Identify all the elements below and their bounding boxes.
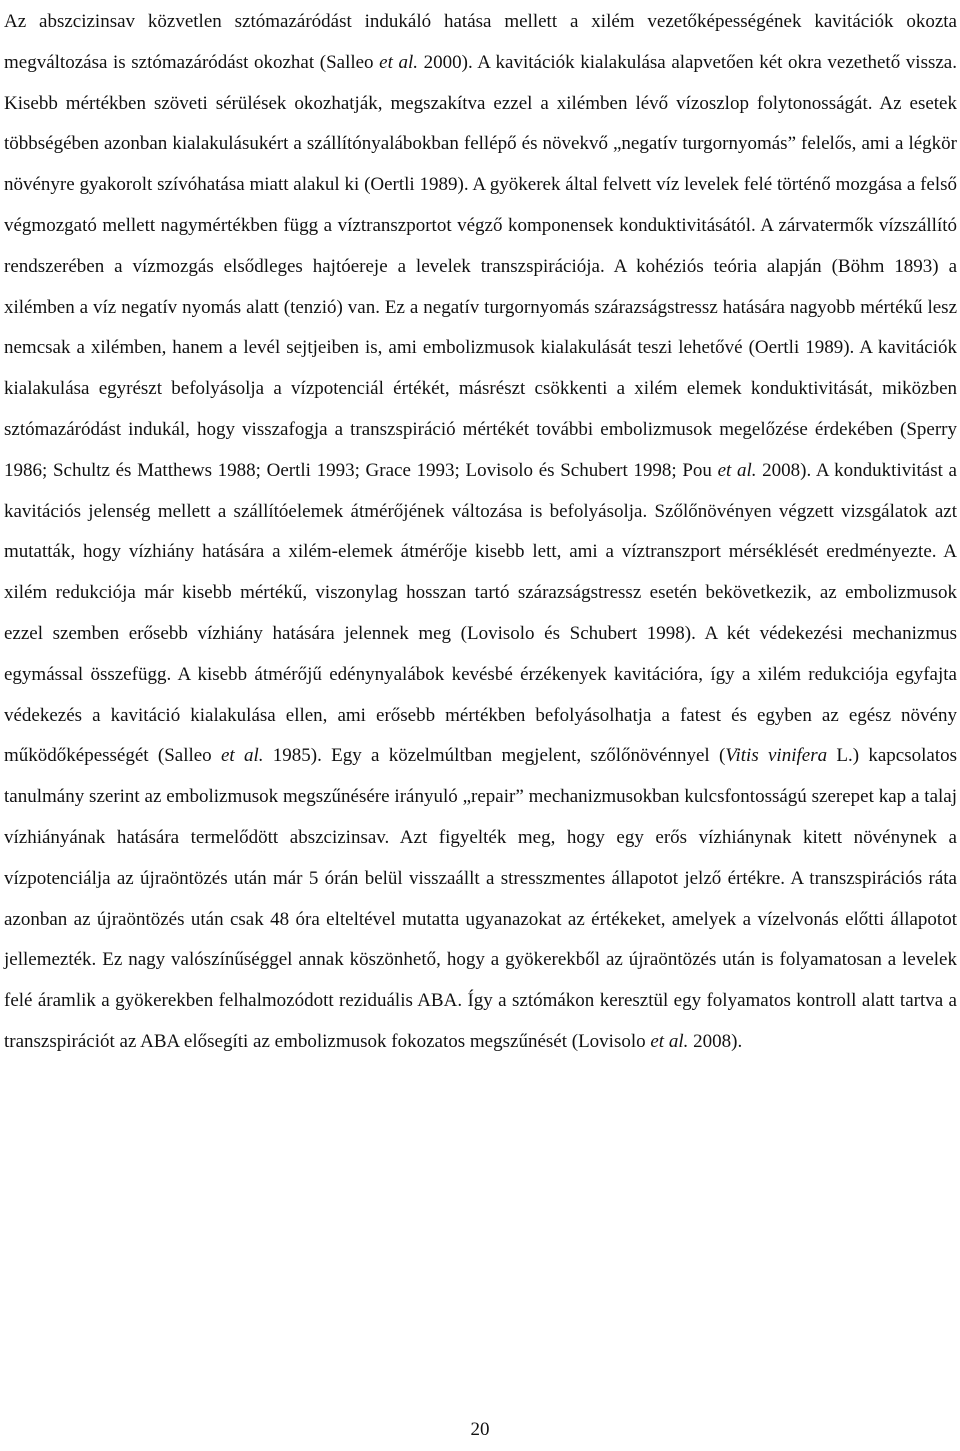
citation-italic: et al. bbox=[650, 1030, 689, 1052]
species-name-italic: Vitis vinifera bbox=[725, 745, 828, 767]
text-run: Az abszcizinsav közvetlen sztómazáródást indukáló hatása mellett a xilém vezetőképességének kavitációk okozta megváltozása is sztómazáródást okozhat (Salleo bbox=[4, 11, 957, 73]
text-run: L.) kapcsolatos tanulmány szerint az embolizmusok megszűnésére irányuló „repair” mechanizmusokban kulcsfontosságú szerepet kap a talaj vízhiányának hatására termelődött abszcizinsav. Azt figyelték meg, hogy egy erős vízhiánynak kitett növénynek a vízpotenciálja az újraöntözés után már 5 órán belül visszaállt a stresszmentes állapotot jelző értékre. A transzspirációs ráta azonban az újraöntözés után csak 48 óra elteltével mutatta ugyanazokat az értékeket, amelyek a vízelvonás előtti állapotot jellemezték. Ez nagy valószínűséggel annak köszönhető, hogy a gyökerekből az újraöntözés után is folyamatosan a levelek felé áramlik a gyökerekben felhalmozódott reziduális ABA. Így a sztómákon keresztül egy folyamatos kontroll alatt tartva a transzspirációt az ABA elősegíti az embolizmusok fokozatos megszűnését (Lovisolo bbox=[4, 745, 957, 1052]
text-run: 2008). bbox=[688, 1030, 743, 1052]
text-run: 2000). A kavitációk kialakulása alapvetően két okra vezethető vissza. Kisebb mértékben szöveti sérülések okozhatják, megszakítva ezzel a xilémben lévő vízoszlop folytonosságát. Az esetek többségében azonban kialakulásukért a szállítónyalábokban fellépő és növekvő „negatív turgornyomás” felelős, ami a légkör növényre gyakorolt szívóhatása miatt alakul ki (Oertli 1989). A gyökerek által felvett víz levelek felé történő mozgása a felső végmozgató mellett nagymértékben függ a víztranszportot végző komponensek konduktivitásától. A zárvatermők vízszállító rendszerében a vízmozgás elsődleges hajtóereje a levelek transzspirációja. A kohéziós teória alapján (Böhm 1893) a xilémben a víz negatív nyomás alatt (tenzió) van. Ez a negatív turgornyomás szárazságstressz hatására nagyobb mértékű lesz nemcsak a xilémben, hanem a levél sejtjeiben is, ami embolizmusok kialakulását teszi lehetővé (Oertli 1989). A kavitációk kialakulása egyrészt befolyásolja a vízpotenciál értékét, másrészt csökkenti a xilém elemek konduktivitását, miközben sztómazáródást indukál, hogy visszafogja a transzspiráció mértékét további embolizmusok megelőzése érdekében (Sperry 1986; Schultz és Matthews 1988; Oertli 1993; Grace 1993; Lovisolo és Schubert 1998; Pou bbox=[4, 51, 957, 481]
text-run: 1985). Egy a közelmúltban megjelent, szőlőnövénnyel ( bbox=[263, 745, 726, 767]
citation-italic: et al. bbox=[220, 745, 264, 767]
citation-italic: et al. bbox=[717, 459, 757, 481]
citation-italic: et al. bbox=[379, 51, 419, 73]
text-run: 2008). A konduktivitást a kavitációs jelenség mellett a szállítóelemek átmérőjének változása is befolyásolja. Szőlőnövényen végzett vizsgálatok azt mutatták, hogy vízhiány hatására a xilém-elemek átmérője kisebb lett, ami a víztranszport mérséklését eredményezte. A xilém redukciója már kisebb mértékű, viszonylag hosszan tartó szárazságstressz esetén bekövetkezik, az embolizmusok ezzel szemben erősebb vízhiány hatására jelennek meg (Lovisolo és Schubert 1998). A két védekezési mechanizmus egymással összefügg. A kisebb átmérőjű edénynyalábok kevésbé érzékenyek kavitációra, így a xilém redukciója egyfajta védekezés a kavitáció kialakulása ellen, ami erősebb mértékben befolyásolhatja a fatest és egyben az egész növény működőképességét (Salleo bbox=[4, 459, 957, 767]
page-number: 20 bbox=[470, 1419, 490, 1440]
body-paragraph bbox=[4, 0, 957, 1063]
